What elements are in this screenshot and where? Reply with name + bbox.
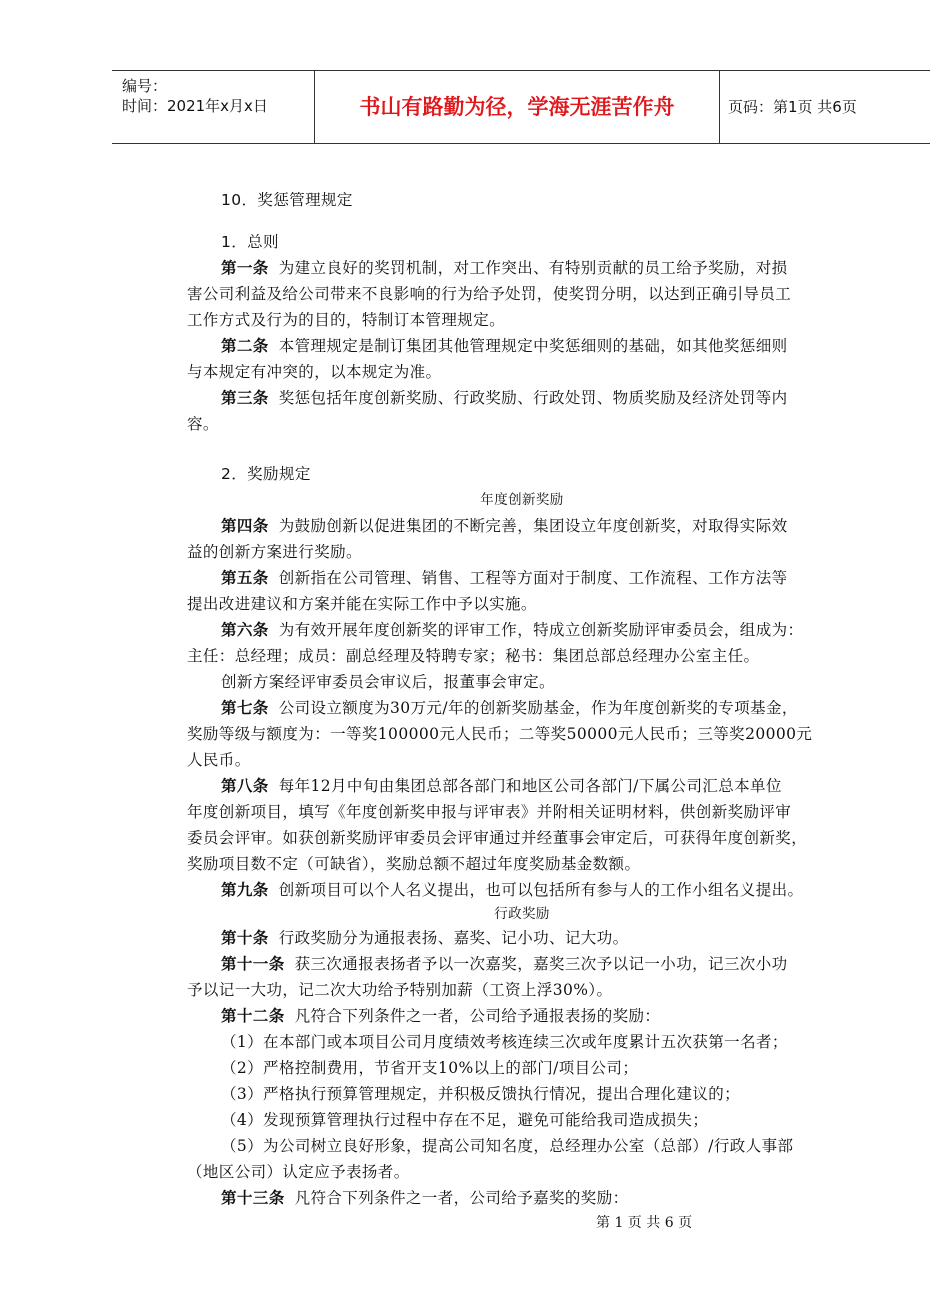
article-text: 年度创新项目，填写《年度创新奖申报与评审表》并附相关证明材料，供创新奖励评审 — [187, 803, 792, 821]
article-text: 奖励等级与额度为：一等奖100000元人民币；二等奖50000元人民币；三等奖20000元 — [187, 725, 813, 743]
page-header — [112, 70, 930, 144]
article-text: 创新指在公司管理、销售、工程等方面对于制度、工作流程、工作方法等 — [278, 569, 788, 587]
article-label: 第十一条 — [221, 955, 285, 973]
article-text: 行政奖励分为通报表扬、嘉奖、记小功、记大功。 — [278, 929, 629, 947]
article-6 — [221, 618, 891, 640]
article-7 — [221, 696, 891, 718]
article-text: 获三次通报表扬者予以一次嘉奖，嘉奖三次予以记一小功，记三次小功 — [294, 955, 788, 973]
header-motto: 书山有路勤为径，学海无涯苦作舟 — [314, 71, 720, 143]
article-label: 第三条 — [221, 389, 269, 407]
page-footer: 第 1 页 共 6 页 — [596, 1215, 693, 1231]
doc-time-label: 时间：2021年x月x日 — [122, 97, 268, 115]
article-label: 第七条 — [221, 699, 269, 717]
header-info-cell — [112, 71, 314, 143]
article-text: 委员会评审。如获创新奖励评审委员会评审通过并经董事会审定后，可获得年度创新奖， — [187, 829, 808, 847]
article-text: 为有效开展年度创新奖的评审工作，特成立创新奖励评审委员会，组成为： — [278, 621, 804, 639]
article-text: 凡符合下列条件之一者，公司给予通报表扬的奖励： — [294, 1007, 661, 1025]
article-text: 奖惩包括年度创新奖励、行政奖励、行政处罚、物质奖励及经济处罚等内 — [278, 389, 788, 407]
article-10 — [221, 926, 891, 948]
section-heading: 2．奖励规定 — [221, 465, 311, 483]
section-heading: 1．总则 — [221, 233, 279, 251]
list-item: （1）在本部门或本项目公司月度绩效考核连续三次或年度累计五次获第一名者； — [221, 1033, 788, 1051]
article-label: 第十条 — [221, 929, 269, 947]
article-text: 与本规定有冲突的，以本规定为准。 — [187, 363, 442, 381]
article-11 — [221, 952, 891, 974]
list-item: （3）严格执行预算管理规定，并积极反馈执行情况，提出合理化建议的； — [221, 1085, 741, 1103]
article-label: 第八条 — [221, 777, 269, 795]
list-item: （4）发现预算管理执行过程中存在不足，避免可能给我司造成损失； — [221, 1111, 709, 1129]
article-text: 工作方式及行为的目的，特制订本管理规定。 — [187, 311, 506, 329]
doc-number-label: 编号： — [122, 77, 168, 95]
article-1 — [221, 256, 891, 278]
article-5 — [221, 566, 891, 588]
header-page-label: 页码：第1页 共6页 — [728, 98, 857, 116]
article-text: 害公司利益及给公司带来不良影响的行为给予处罚，使奖罚分明，以达到正确引导员工 — [187, 285, 792, 303]
article-text: 凡符合下列条件之一者，公司给予嘉奖的奖励： — [294, 1189, 629, 1207]
article-text: 为鼓励创新以促进集团的不断完善，集团设立年度创新奖，对取得实际效 — [278, 517, 788, 535]
article-13 — [221, 1186, 891, 1208]
article-4 — [221, 514, 891, 536]
article-text: 创新项目可以个人名义提出，也可以包括所有参与人的工作小组名义提出。 — [278, 881, 804, 899]
article-label: 第四条 — [221, 517, 269, 535]
article-text: 予以记一大功，记二次大功给予特别加薪（工资上浮30%）。 — [187, 981, 613, 999]
article-label: 第二条 — [221, 337, 269, 355]
list-item: （地区公司）认定应予表扬者。 — [187, 1163, 410, 1181]
article-label: 第十三条 — [221, 1189, 285, 1207]
article-text: 益的创新方案进行奖励。 — [187, 543, 362, 561]
article-text: 提出改进建议和方案并能在实际工作中予以实施。 — [187, 595, 537, 613]
article-text: 容。 — [187, 415, 219, 433]
article-8 — [221, 774, 891, 796]
doc-title: 10．奖惩管理规定 — [221, 191, 353, 209]
article-text: 本管理规定是制订集团其他管理规定中奖惩细则的基础，如其他奖惩细则 — [278, 337, 788, 355]
article-label: 第一条 — [221, 259, 269, 277]
article-12 — [221, 1004, 891, 1026]
article-text: 人民币。 — [187, 751, 251, 769]
subsection-heading: 年度创新奖励 — [480, 492, 564, 508]
article-2 — [221, 334, 891, 356]
article-label: 第六条 — [221, 621, 269, 639]
article-label: 第五条 — [221, 569, 269, 587]
article-text: 为建立良好的奖罚机制，对工作突出、有特别贡献的员工给予奖励，对损 — [278, 259, 788, 277]
article-text: 创新方案经评审委员会审议后，报董事会审定。 — [221, 673, 555, 691]
article-3 — [221, 386, 891, 408]
subsection-heading: 行政奖励 — [494, 906, 550, 922]
article-9 — [221, 878, 891, 900]
article-label: 第十二条 — [221, 1007, 285, 1025]
article-label: 第九条 — [221, 881, 269, 899]
article-text: 奖励项目数不定（可缺省），奖励总额不超过年度奖励基金数额。 — [187, 855, 641, 873]
article-text: 主任：总经理；成员：副总经理及特聘专家；秘书：集团总部总经理办公室主任。 — [187, 647, 760, 665]
article-text: 每年12月中旬由集团总部各部门和地区公司各部门/下属公司汇总本单位 — [278, 777, 782, 795]
list-item: （5）为公司树立良好形象，提高公司知名度，总经理办公室（总部）/行政人事部 — [221, 1137, 794, 1155]
article-text: 公司设立额度为30万元/年的创新奖励基金，作为年度创新奖的专项基金， — [278, 699, 798, 717]
list-item: （2）严格控制费用，节省开支10%以上的部门/项目公司； — [221, 1059, 639, 1077]
